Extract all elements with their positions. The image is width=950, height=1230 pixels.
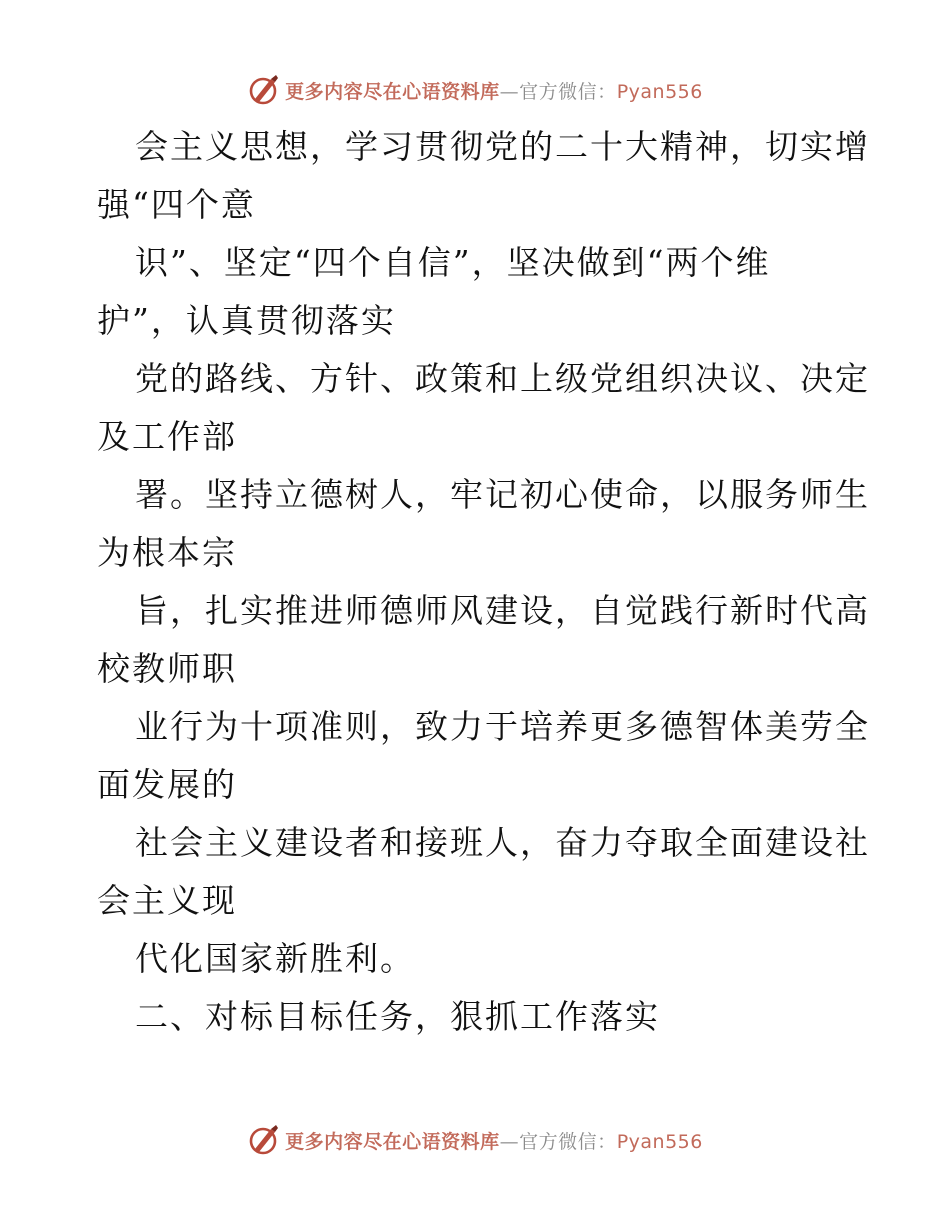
watermark-wechat-id: Pyan556 — [616, 80, 703, 103]
watermark-separator: — — [499, 80, 520, 103]
pen-logo-icon — [247, 73, 281, 107]
text-line: 旨，扎实推进师德师风建设，自觉践行新时代高 — [135, 591, 870, 630]
watermark-text — [285, 1127, 703, 1154]
section-heading: 二、对标目标任务，狠抓工作落实 — [135, 997, 660, 1036]
header-watermark — [0, 70, 950, 110]
text-line: 署。坚持立德树人，牢记初心使命，以服务师生 — [135, 475, 870, 514]
footer-watermark — [0, 1120, 950, 1160]
text-line: 代化国家新胜利。 — [135, 939, 415, 978]
watermark-separator: — — [499, 1130, 520, 1153]
watermark-label: 官方微信： — [519, 1130, 617, 1153]
document-body — [97, 118, 870, 1046]
text-line: 会主义思想，学习贯彻党的二十大精神，切实增 — [135, 127, 870, 166]
pen-logo-icon — [247, 1123, 281, 1157]
text-line: 及工作部 — [97, 417, 237, 456]
text-line: 校教师职 — [97, 649, 237, 688]
watermark-brand: 更多内容尽在心语资料库 — [285, 1130, 500, 1153]
watermark-brand: 更多内容尽在心语资料库 — [285, 80, 500, 103]
text-line: 强“四个意 — [97, 185, 256, 224]
watermark-wechat-id: Pyan556 — [616, 1130, 703, 1153]
text-line: 识”、坚定“四个自信”，坚决做到“两个维 — [135, 243, 771, 282]
watermark-text — [285, 77, 703, 104]
text-line: 会主义现 — [97, 881, 237, 920]
text-line: 面发展的 — [97, 765, 237, 804]
text-line: 业行为十项准则，致力于培养更多德智体美劳全 — [135, 707, 870, 746]
text-line: 党的路线、方针、政策和上级党组织决议、决定 — [135, 359, 870, 398]
text-line: 护”，认真贯彻落实 — [97, 301, 396, 340]
text-line: 社会主义建设者和接班人，奋力夺取全面建设社 — [135, 823, 870, 862]
watermark-label: 官方微信： — [519, 80, 617, 103]
text-line: 为根本宗 — [97, 533, 237, 572]
